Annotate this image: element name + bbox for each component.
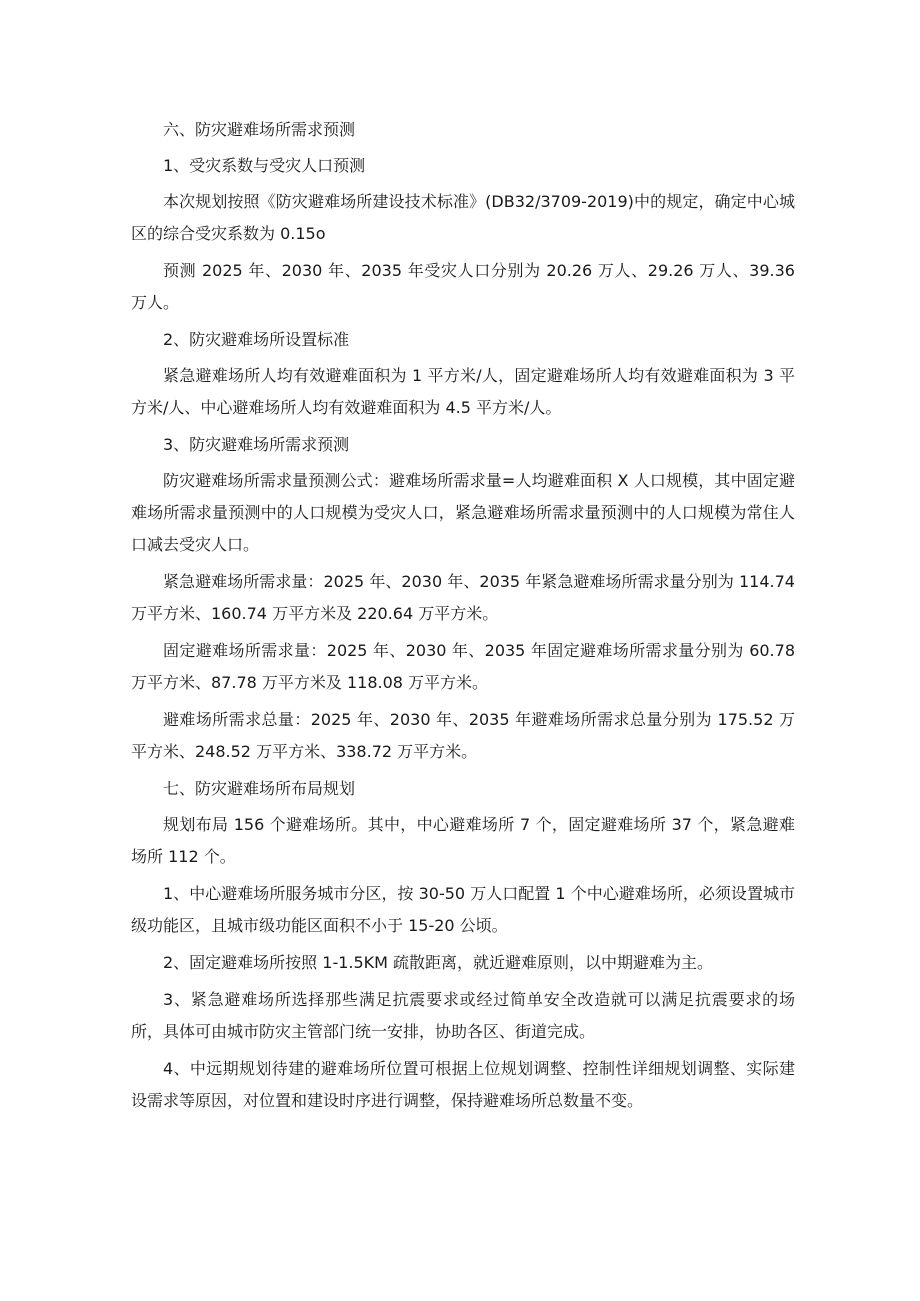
paragraph-fixed-shelter: 2、固定避难场所按照 1-1.5KM 疏散距离，就近避难原则，以中期避难为主。: [163, 953, 714, 972]
paragraph-setting-standard: 紧急避难场所人均有效避难面积为 1 平方米/人，固定避难场所人均有效避难面积为 3 平方米/人、中心避难场所人均有效避难面积为 4.5 平方米/人。: [131, 366, 795, 417]
paragraph-emergency-demand: 紧急避难场所需求量：2025 年、2030 年、2035 年紧急避难场所需求量分别为 114.74 万平方米、160.74 万平方米及 220.64 万平方米。: [131, 572, 795, 623]
paragraph-long-term-plan: 4、中远期规划待建的避难场所位置可根据上位规划调整、控制性详细规划调整、实际建设需求等原因，对位置和建设时序进行调整，保持避难场所总数量不变。: [131, 1059, 795, 1110]
section-heading-6: 六、防灾避难场所需求预测: [163, 120, 356, 139]
paragraph-central-shelter: 1、中心避难场所服务城市分区，按 30-50 万人口配置 1 个中心避难场所，必须设置城市级功能区，且城市级功能区面积不小于 15-20 公顷。: [131, 884, 795, 935]
paragraph-demand-formula: 防灾避难场所需求量预测公式：避难场所需求量=人均避难面积 X 人口规模，其中固定避难场所需求量预测中的人口规模为受灾人口，紧急避难场所需求量预测中的人口规模为常住人口减去受灾人口。: [131, 471, 795, 554]
section-heading-7: 七、防灾避难场所布局规划: [163, 779, 356, 798]
paragraph-affected-population: 预测 2025 年、2030 年、2035 年受灾人口分别为 20.26 万人、29.26 万人、39.36 万人。: [131, 261, 795, 312]
subsection-heading-6-2: 2、防灾避难场所设置标准: [163, 330, 350, 349]
paragraph-fixed-demand: 固定避难场所需求量：2025 年、2030 年、2035 年固定避难场所需求量分别为 60.78 万平方米、87.78 万平方米及 118.08 万平方米。: [131, 641, 795, 692]
paragraph-disaster-coefficient: 本次规划按照《防灾避难场所建设技术标准》(DB32/3709-2019)中的规定，确定中心城区的综合受灾系数为 0.15o: [131, 192, 795, 243]
document-body: [131, 114, 795, 1122]
paragraph-total-demand: 避难场所需求总量：2025 年、2030 年、2035 年避难场所需求总量分别为 175.52 万平方米、248.52 万平方米、338.72 万平方米。: [131, 710, 795, 761]
subsection-heading-6-3: 3、防灾避难场所需求预测: [163, 435, 350, 454]
subsection-heading-6-1: 1、受灾系数与受灾人口预测: [163, 156, 366, 175]
paragraph-emergency-shelter: 3、紧急避难场所选择那些满足抗震要求或经过简单安全改造就可以满足抗震要求的场所，具体可由城市防灾主管部门统一安排，协助各区、街道完成。: [131, 990, 795, 1041]
paragraph-layout-count: 规划布局 156 个避难场所。其中，中心避难场所 7 个，固定避难场所 37 个，紧急避难场所 112 个。: [131, 815, 795, 866]
